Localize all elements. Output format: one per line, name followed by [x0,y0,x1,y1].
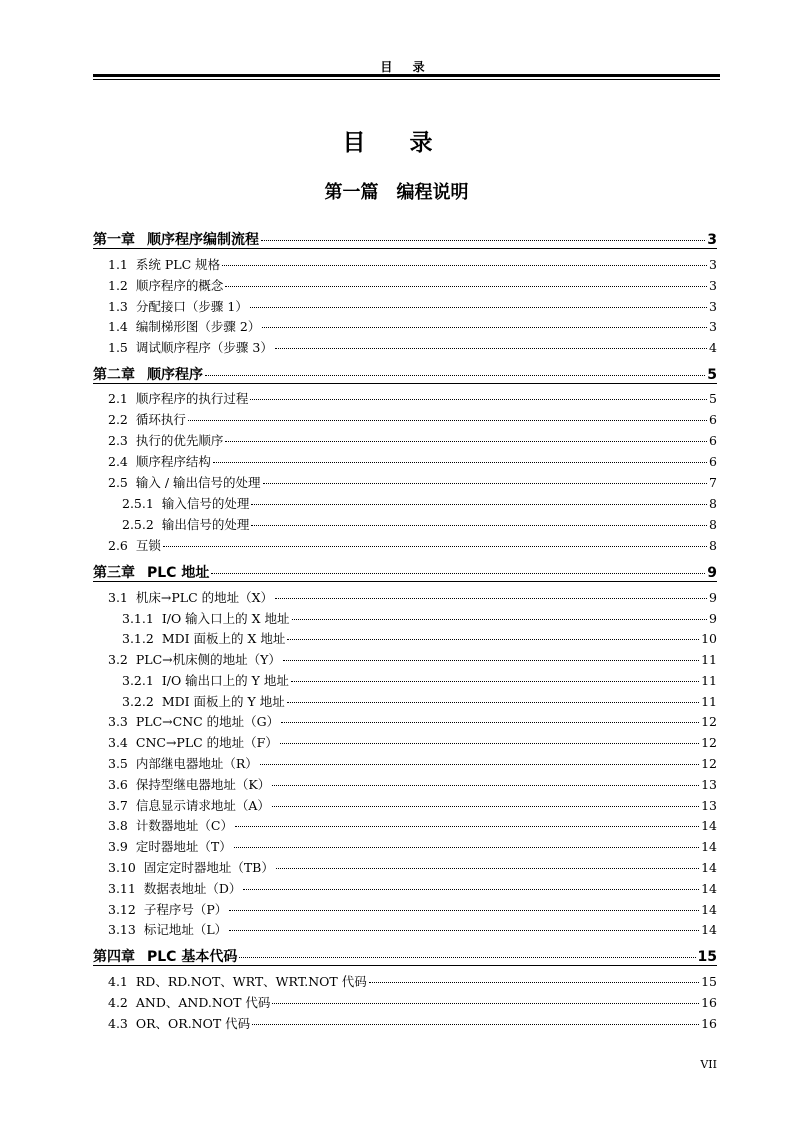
toc-entry-title: PLC 地址 [147,565,210,581]
toc-entry-page: 15 [701,974,717,989]
toc-section-entry[interactable] [122,692,717,710]
toc-entry-number: 4.3 [108,1016,128,1031]
toc-section-entry[interactable] [108,650,717,668]
toc-entry-number: 3.2.2 [122,694,154,709]
toc-section-entry[interactable] [108,775,717,793]
toc-entry-title: 输出信号的处理 [161,517,250,532]
toc-entry-number: 2.1 [108,391,128,406]
toc-entry-number: 2.6 [108,538,128,553]
toc-entry-page: 16 [701,1016,717,1031]
toc-entry-page: 8 [709,496,717,511]
toc-entry-page: 3 [709,257,717,272]
chapter-underline [93,248,717,249]
part-title: 第一篇 编程说明 [324,182,469,203]
chapter-underline [93,965,717,966]
toc-entry-number: 3.8 [108,818,128,833]
toc-entry-number: 1.3 [108,299,128,314]
toc-entry-number: 1.5 [108,340,128,355]
toc-entry-title: 编制梯形图（步骤 2） [135,319,261,334]
toc-entry-page: 14 [701,860,717,875]
header-rule-thick [93,74,720,77]
toc-entry-page: 3 [709,278,717,293]
toc-section-entry[interactable] [108,588,717,606]
toc-entry-page: 13 [701,798,717,813]
toc-leader-dots [275,598,707,599]
toc-entry-page: 14 [701,922,717,937]
toc-section-entry[interactable] [122,629,717,647]
toc-entry-title: OR、OR.NOT 代码 [135,1016,251,1031]
toc-entry-page: 8 [709,517,717,532]
toc-leader-dots [225,441,707,442]
toc-entry-page: 4 [709,340,717,355]
toc-entry-page: 13 [701,777,717,792]
toc-entry-number: 2.3 [108,433,128,448]
toc-entry-number: 3.12 [108,902,136,917]
toc-leader-dots [229,910,699,911]
toc-entry-page: 6 [709,454,717,469]
toc-section-entry[interactable] [108,536,717,554]
toc-leader-dots [235,826,699,827]
toc-entry-number: 3.6 [108,777,128,792]
toc-entry-page: 6 [709,412,717,427]
toc-entry-page: 9 [707,565,717,581]
toc-entry-number: 3.9 [108,839,128,854]
toc-chapter-entry[interactable] [93,364,717,384]
toc-leader-dots [250,307,707,308]
toc-chapter-entry[interactable] [93,946,717,966]
toc-chapter-entry[interactable] [93,562,717,582]
toc-entry-title: 标记地址（L） [143,922,228,937]
toc-entry-page: 12 [701,735,717,750]
toc-section-entry[interactable] [108,816,717,834]
toc-leader-dots [251,525,707,526]
toc-entry-title: 顺序程序 [147,367,203,383]
toc-entry-page: 11 [701,652,717,667]
toc-entry-title: 顺序程序结构 [135,454,211,469]
toc-leader-dots [213,462,707,463]
toc-leader-dots [287,639,699,640]
toc-leader-dots [287,702,699,703]
toc-entry-title: AND、AND.NOT 代码 [135,995,271,1010]
toc-entry-page: 15 [697,949,717,965]
chapter-underline [93,581,717,582]
toc-leader-dots [250,399,707,400]
toc-entry-page: 14 [701,839,717,854]
toc-entry-title: 顺序程序的概念 [135,278,224,293]
toc-entry-title: RD、RD.NOT、WRT、WRT.NOT 代码 [135,974,367,989]
toc-section-entry[interactable] [108,276,717,294]
toc-entry-title: 保持型继电器地址（K） [135,777,271,792]
toc-entry-page: 14 [701,818,717,833]
toc-section-entry[interactable] [108,858,717,876]
toc-leader-dots [369,982,699,983]
toc-entry-title: 子程序号（P） [143,902,228,917]
toc-section-entry[interactable] [108,1014,717,1032]
toc-entry-page: 12 [701,714,717,729]
toc-section-entry[interactable] [122,515,717,533]
toc-entry-page: 9 [709,590,717,605]
toc-section-entry[interactable] [122,609,717,627]
toc-leader-dots [243,889,699,890]
toc-entry-page: 9 [709,611,717,626]
toc-leader-dots [283,660,699,661]
toc-entry-number: 1.1 [108,257,128,272]
toc-entry-title: 互锁 [135,538,161,553]
toc-entry-title: PLC→机床侧的地址（Y） [135,652,281,667]
toc-entry-number: 4.1 [108,974,128,989]
toc-entry-number: 2.5.2 [122,517,154,532]
toc-entry-page: 3 [709,319,717,334]
toc-entry-title: 数据表地址（D） [143,881,242,896]
toc-entry-number: 第一章 [93,232,135,248]
toc-entry-page: 16 [701,995,717,1010]
toc-section-entry[interactable] [108,900,717,918]
toc-entry-number: 第四章 [93,949,135,965]
toc-leader-dots [222,265,707,266]
toc-section-entry[interactable] [108,733,717,751]
toc-entry-number: 3.3 [108,714,128,729]
toc-section-entry[interactable] [108,431,717,449]
toc-entry-number: 3.10 [108,860,136,875]
toc-entry-title: 顺序程序编制流程 [147,232,259,248]
toc-section-entry[interactable] [108,297,717,315]
toc-leader-dots [275,348,707,349]
toc-section-entry[interactable] [122,494,717,512]
toc-leader-dots [272,785,699,786]
toc-entry-number: 2.5 [108,475,128,490]
toc-entry-number: 2.5.1 [122,496,154,511]
toc-entry-number: 2.4 [108,454,128,469]
toc-leader-dots [229,930,699,931]
toc-section-entry[interactable] [108,837,717,855]
toc-leader-dots [260,764,699,765]
toc-section-entry[interactable] [108,920,717,938]
toc-leader-dots [272,806,699,807]
toc-entry-number: 3.1.1 [122,611,154,626]
toc-entry-page: 14 [701,881,717,896]
toc-section-entry[interactable] [108,754,717,772]
toc-entry-page: 5 [709,391,717,406]
toc-entry-page: 3 [709,299,717,314]
toc-leader-dots [211,573,705,574]
toc-leader-dots [292,619,708,620]
toc-leader-dots [252,1024,699,1025]
toc-entry-number: 3.2 [108,652,128,667]
toc-leader-dots [291,681,699,682]
toc-entry-number: 1.2 [108,278,128,293]
toc-entry-page: 11 [701,673,717,688]
toc-entry-title: 顺序程序的执行过程 [135,391,249,406]
toc-entry-number: 第三章 [93,565,135,581]
chapter-underline [93,383,717,384]
toc-entry-page: 11 [701,694,717,709]
header-rule-thin [93,79,720,80]
toc-entry-number: 3.13 [108,922,136,937]
toc-entry-page: 10 [701,631,717,646]
toc-leader-dots [263,483,707,484]
toc-entry-number: 4.2 [108,995,128,1010]
toc-leader-dots [205,375,705,376]
toc-section-entry[interactable] [108,255,717,273]
toc-entry-title: 定时器地址（T） [135,839,232,854]
toc-entry-number: 第二章 [93,367,135,383]
toc-entry-title: 输入 / 输出信号的处理 [135,475,261,490]
toc-leader-dots [188,420,707,421]
toc-entry-title: 执行的优先顺序 [135,433,224,448]
toc-entry-title: 固定定时器地址（TB） [143,860,274,875]
toc-entry-title: 系统 PLC 规格 [135,257,221,272]
toc-entry-title: 机床→PLC 的地址（X） [135,590,274,605]
toc-entry-number: 3.5 [108,756,128,771]
toc-entry-number: 2.2 [108,412,128,427]
toc-section-entry[interactable] [108,452,717,470]
toc-section-entry[interactable] [108,410,717,428]
toc-section-entry[interactable] [122,671,717,689]
toc-section-entry[interactable] [108,473,717,491]
toc-entry-title: CNC→PLC 的地址（F） [135,735,278,750]
toc-entry-page: 3 [707,232,717,248]
toc-entry-page: 14 [701,902,717,917]
toc-entry-number: 3.7 [108,798,128,813]
toc-entry-title: I/O 输入口上的 X 地址 [161,611,290,626]
toc-entry-title: 内部继电器地址（R） [135,756,258,771]
toc-entry-title: 分配接口（步骤 1） [135,299,248,314]
toc-section-entry[interactable] [108,317,717,335]
toc-entry-number: 3.1 [108,590,128,605]
toc-leader-dots [276,868,699,869]
toc-entry-page: 12 [701,756,717,771]
document-title: 目 录 [342,130,451,156]
toc-section-entry[interactable] [108,796,717,814]
toc-entry-title: PLC 基本代码 [147,949,238,965]
toc-entry-title: I/O 输出口上的 Y 地址 [161,673,289,688]
toc-entry-title: PLC→CNC 的地址（G） [135,714,280,729]
toc-leader-dots [261,240,705,241]
running-header: 目 录 [380,60,433,74]
toc-section-entry[interactable] [108,993,717,1011]
toc-section-entry[interactable] [108,712,717,730]
toc-leader-dots [163,546,707,547]
toc-entry-title: 循环执行 [135,412,186,427]
page-folio: VII [700,1058,717,1071]
toc-entry-number: 1.4 [108,319,128,334]
toc-entry-number: 3.4 [108,735,128,750]
toc-section-entry[interactable] [108,338,717,356]
toc-entry-title: MDI 面板上的 X 地址 [161,631,286,646]
toc-section-entry[interactable] [108,972,717,990]
toc-chapter-entry[interactable] [93,229,717,249]
toc-leader-dots [281,722,699,723]
toc-entry-title: 调试顺序程序（步骤 3） [135,340,273,355]
toc-entry-number: 3.2.1 [122,673,154,688]
toc-leader-dots [239,957,695,958]
toc-entry-number: 3.1.2 [122,631,154,646]
toc-leader-dots [225,286,707,287]
toc-entry-page: 6 [709,433,717,448]
toc-leader-dots [272,1003,699,1004]
toc-entry-page: 7 [709,475,717,490]
toc-section-entry[interactable] [108,879,717,897]
toc-entry-title: 输入信号的处理 [161,496,250,511]
toc-entry-title: 计数器地址（C） [135,818,233,833]
toc-entry-number: 3.11 [108,881,136,896]
toc-entry-page: 5 [707,367,717,383]
toc-entry-title: MDI 面板上的 Y 地址 [161,694,285,709]
toc-entry-page: 8 [709,538,717,553]
toc-entry-title: 信息显示请求地址（A） [135,798,270,813]
toc-section-entry[interactable] [108,389,717,407]
toc-leader-dots [262,327,707,328]
toc-leader-dots [251,504,707,505]
toc-leader-dots [280,743,699,744]
toc-leader-dots [234,847,699,848]
